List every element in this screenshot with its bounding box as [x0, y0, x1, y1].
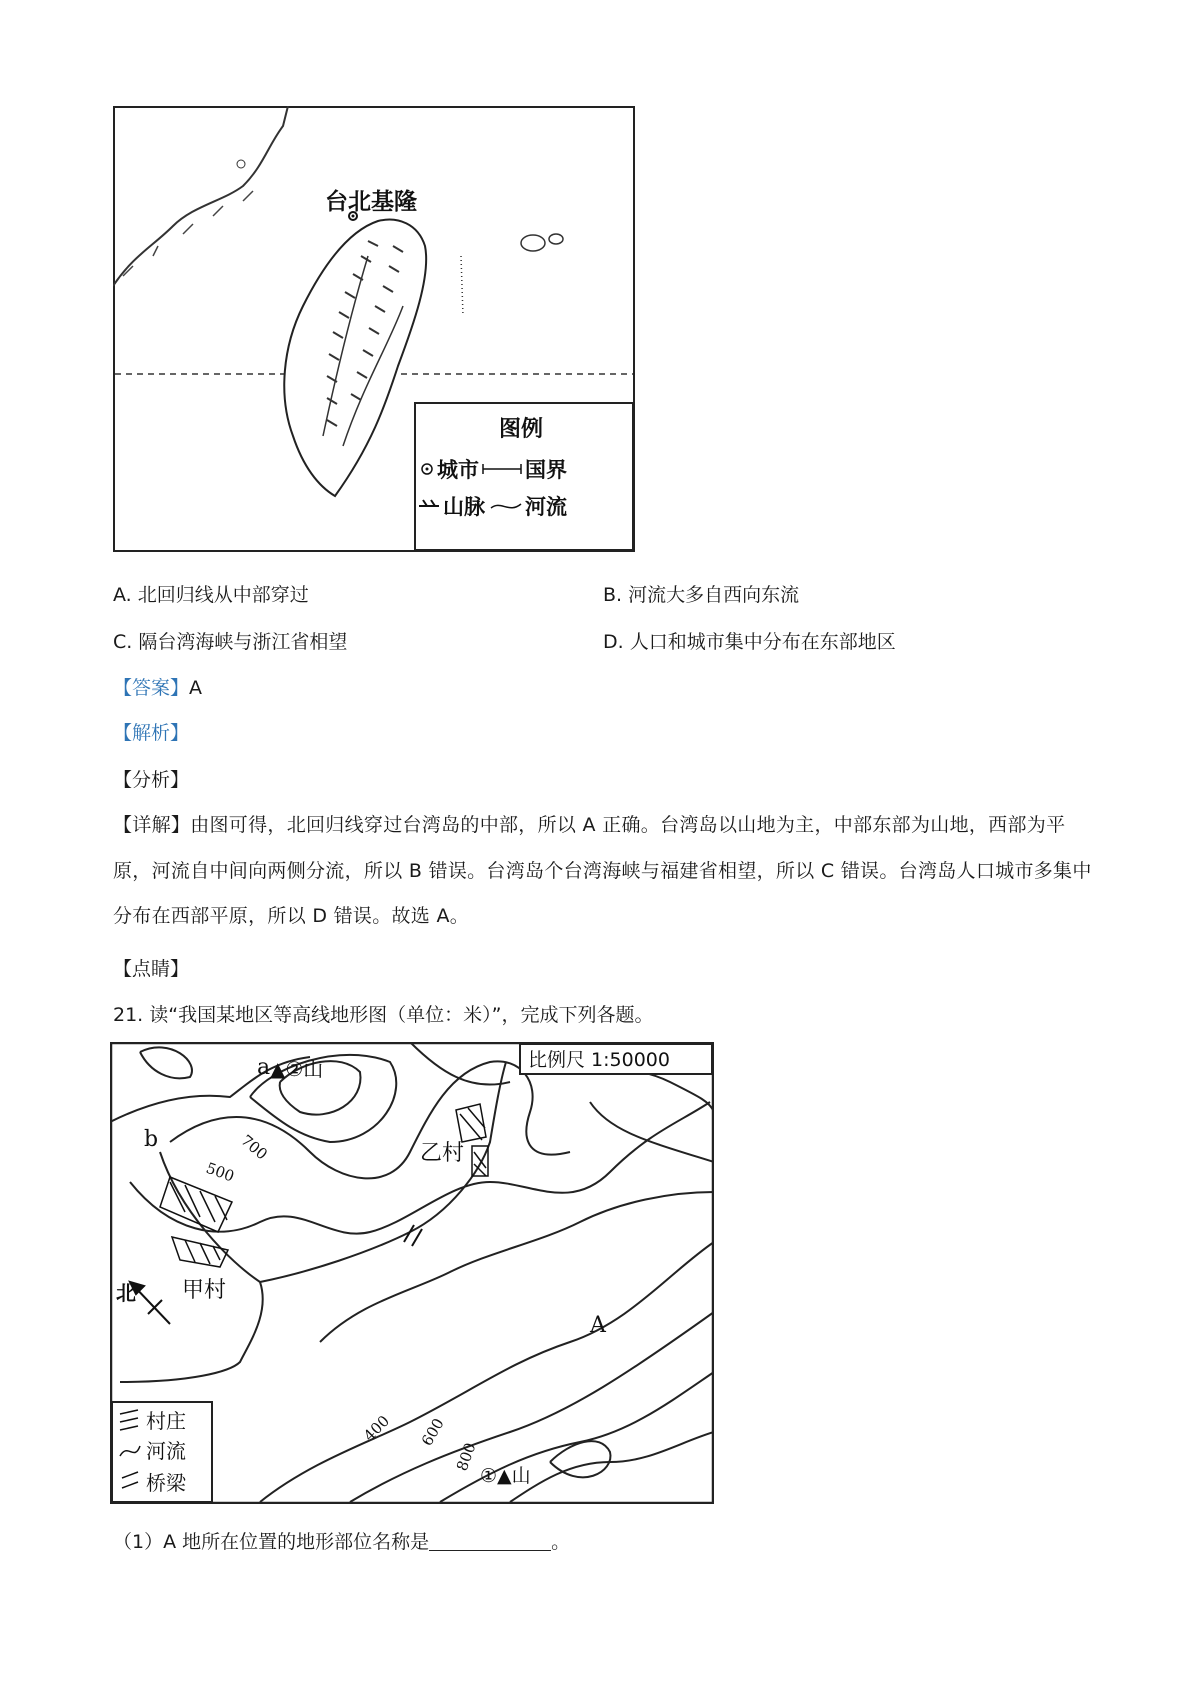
contour-400-label: 400 [360, 1411, 394, 1445]
taiwan-map-figure [113, 106, 635, 552]
contour-800-label: 800 [452, 1440, 480, 1474]
point-A-label: A [590, 1313, 606, 1338]
legend-city: 城市 [437, 458, 479, 482]
answer-line [113, 676, 202, 700]
option-d: D. 人口和城市集中分布在东部地区 [603, 631, 896, 653]
detail-label: 【详解】 [113, 814, 191, 836]
legend-bridge: 桥梁 [146, 1471, 186, 1495]
answer-blank[interactable] [429, 1531, 551, 1551]
contour-700-label: 700 [237, 1131, 271, 1164]
option-b: B. 河流大多自西向东流 [603, 584, 800, 606]
city-label: 台北基隆 [325, 189, 417, 215]
option-a: A. 北回归线从中部穿过 [113, 584, 309, 606]
answer-label: 【答案】 [113, 677, 190, 699]
north-label: 北 [116, 1281, 136, 1305]
analysis-label: 【解析】 [113, 722, 190, 744]
contour-500-label: 500 [203, 1158, 237, 1186]
taiwan-map-legend [415, 403, 633, 550]
sub1-tail: 。 [551, 1531, 571, 1553]
legend-village: 村庄 [146, 1409, 186, 1433]
question21-sub1 [113, 1530, 570, 1554]
taiwan-map [113, 106, 635, 552]
detail-text: 由图可得，北回归线穿过台湾岛的中部，所以 A 正确。台湾岛以山地为主，中部东部为山地，西部为平原，河流自中间向两侧分流，所以 B 错误。台湾岛个台湾海峡与福建省相望，所以 C 错误。台湾岛人口城市多集中分布在西部平原，所以 D 错误。故选 A。 [113, 814, 1092, 927]
point-b-label: b [144, 1127, 159, 1152]
fenxi-label: 【分析】 [113, 769, 190, 791]
legend-river: 河流 [525, 495, 567, 519]
village-yi-label: 乙村 [420, 1141, 465, 1166]
detail-paragraph [113, 803, 1093, 940]
sub1-text: （1）A 地所在位置的地形部位名称是 [113, 1531, 430, 1553]
question21-stem: 21. 读“我国某地区等高线地形图（单位：米）”，完成下列各题。 [113, 1004, 654, 1026]
village-jia-label: 甲村 [182, 1278, 227, 1303]
legend-mountain: 山脉 [443, 495, 485, 519]
answer-value: A [189, 677, 203, 699]
contour-map-legend [112, 1402, 212, 1502]
mountain1-label: ①▲山 [480, 1465, 531, 1487]
dianjing-label: 【点睛】 [113, 958, 190, 980]
option-c: C. 隔台湾海峡与浙江省相望 [113, 631, 348, 653]
mountain2-label: ▲②山 [270, 1057, 324, 1081]
scale-label: 比例尺 1:50000 [528, 1049, 670, 1071]
contour-map-figure [110, 1042, 714, 1504]
contour-map [110, 1042, 714, 1504]
point-a-label: a [257, 1055, 271, 1080]
legend-border: 国界 [525, 458, 567, 482]
legend-title: 图例 [499, 417, 544, 442]
legend-river2: 河流 [146, 1439, 186, 1463]
contour-600-label: 600 [417, 1415, 448, 1449]
